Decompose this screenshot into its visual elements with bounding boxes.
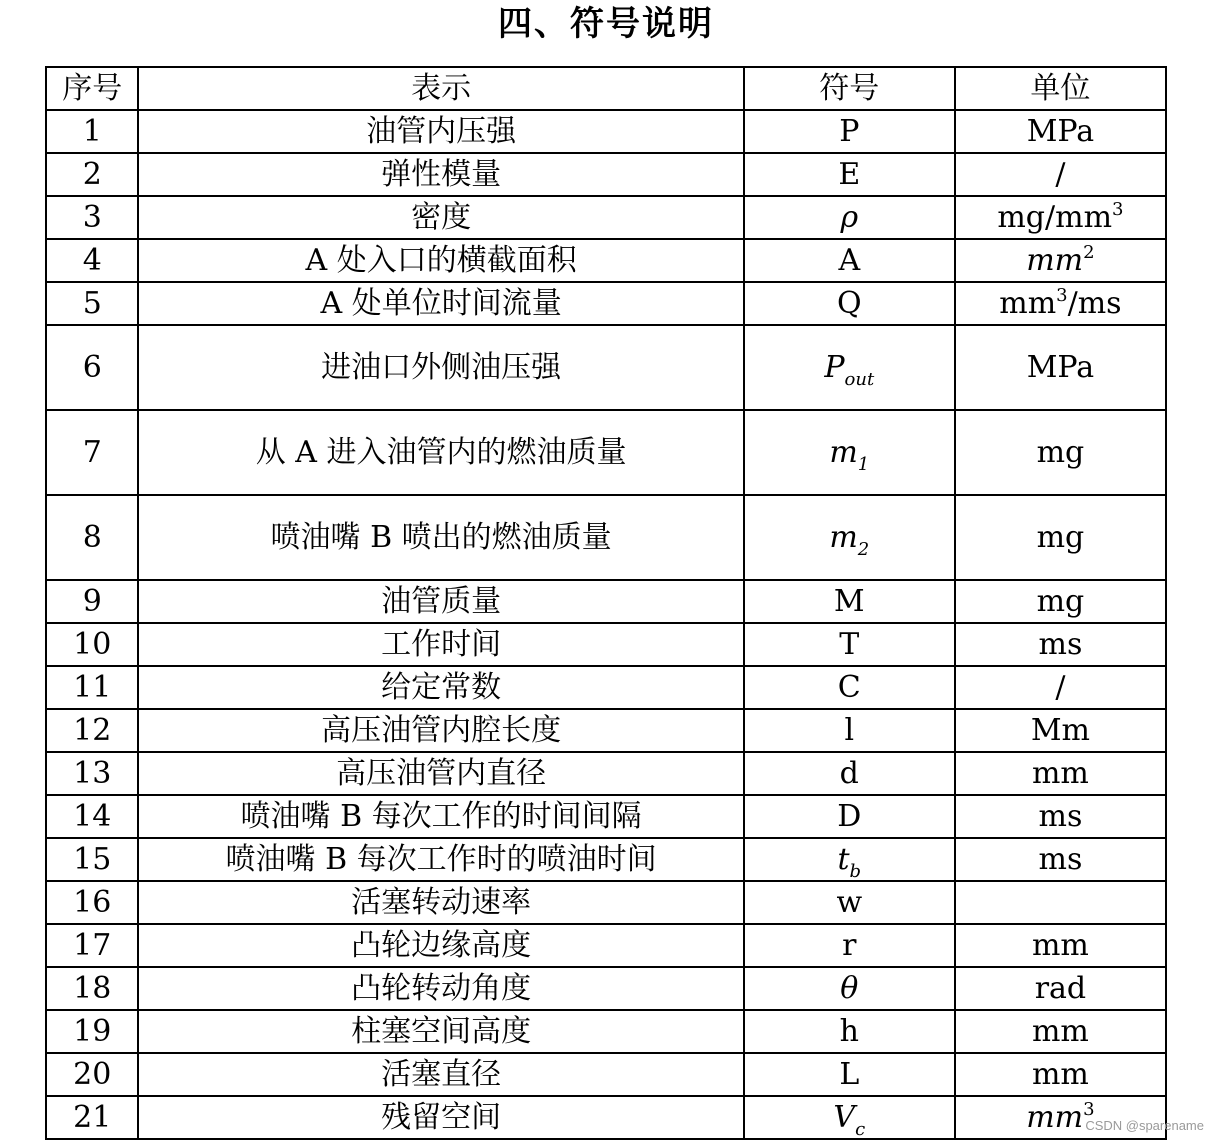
cell-meaning: 凸轮转动角度 [138, 967, 743, 1010]
cell-index: 19 [46, 1010, 138, 1053]
symbol-base: w [836, 884, 863, 920]
unit-base: mg [1036, 583, 1085, 619]
cell-symbol [744, 196, 955, 239]
symbol-base: d [839, 755, 859, 791]
cell-unit [955, 153, 1166, 196]
symbol-table [45, 66, 1167, 1140]
cell-symbol [744, 153, 955, 196]
table-row [46, 580, 1166, 623]
cell-unit [955, 795, 1166, 838]
header-unit: 单位 [955, 67, 1166, 110]
cell-meaning: 密度 [138, 196, 743, 239]
unit-suffix: /ms [1067, 285, 1122, 321]
unit-base: mm [1026, 242, 1084, 278]
symbol-base: m [829, 519, 858, 555]
cell-symbol [744, 924, 955, 967]
table-row [46, 795, 1166, 838]
symbol-subscript: b [849, 860, 862, 881]
table-row [46, 1096, 1166, 1139]
cell-symbol [744, 239, 955, 282]
cell-symbol [744, 967, 955, 1010]
table-row [46, 110, 1166, 153]
symbol-base: Q [836, 285, 862, 321]
cell-index: 11 [46, 666, 138, 709]
cell-index: 6 [46, 325, 138, 410]
cell-symbol [744, 1096, 955, 1139]
unit-base: mm [999, 285, 1057, 321]
cell-symbol [744, 881, 955, 924]
cell-symbol [744, 580, 955, 623]
table-row [46, 881, 1166, 924]
symbol-subscript: c [855, 1118, 866, 1139]
unit-base: / [1055, 669, 1066, 705]
symbol-base: P [824, 349, 845, 385]
symbol-base: C [837, 669, 861, 705]
cell-unit [955, 1053, 1166, 1096]
cell-index: 20 [46, 1053, 138, 1096]
symbol-base: l [844, 712, 855, 748]
unit-base: MPa [1026, 349, 1095, 385]
cell-meaning: 油管质量 [138, 580, 743, 623]
cell-index: 15 [46, 838, 138, 881]
cell-meaning: 高压油管内直径 [138, 752, 743, 795]
unit-base: mm [1031, 1013, 1089, 1049]
unit-base: / [1055, 156, 1066, 192]
cell-index: 5 [46, 282, 138, 325]
cell-index: 7 [46, 410, 138, 495]
unit-base: mg [1036, 434, 1085, 470]
cell-unit [955, 666, 1166, 709]
cell-unit [955, 623, 1166, 666]
cell-symbol [744, 110, 955, 153]
cell-meaning: 喷油嘴 B 每次工作时的喷油时间 [138, 838, 743, 881]
cell-symbol [744, 410, 955, 495]
unit-base: rad [1034, 970, 1087, 1006]
symbol-subscript: out [844, 368, 875, 390]
symbol-base: E [838, 156, 861, 192]
table-row [46, 196, 1166, 239]
cell-index: 1 [46, 110, 138, 153]
unit-base: mm [1031, 755, 1089, 791]
table-row [46, 153, 1166, 196]
cell-index: 13 [46, 752, 138, 795]
table-row [46, 752, 1166, 795]
cell-unit [955, 495, 1166, 580]
watermark: CSDN @sparename [1085, 1118, 1204, 1133]
symbol-subscript: 2 [857, 538, 870, 560]
table-row [46, 239, 1166, 282]
unit-superscript: 3 [1112, 198, 1124, 220]
cell-index: 12 [46, 709, 138, 752]
unit-base: ms [1038, 841, 1083, 877]
cell-symbol [744, 838, 955, 881]
symbol-base: m [829, 434, 858, 470]
unit-base: mg/mm [997, 199, 1113, 235]
cell-index: 10 [46, 623, 138, 666]
unit-base: Mm [1030, 712, 1090, 748]
cell-index: 4 [46, 239, 138, 282]
unit-base: mg [1036, 519, 1085, 555]
unit-base: mm [1031, 1056, 1089, 1092]
cell-index: 2 [46, 153, 138, 196]
symbol-base: V [833, 1099, 856, 1135]
table-row [46, 709, 1166, 752]
cell-symbol [744, 666, 955, 709]
table-row [46, 967, 1166, 1010]
unit-base: mm [1031, 927, 1089, 963]
symbol-base: L [839, 1056, 860, 1092]
cell-symbol [744, 709, 955, 752]
table-body [46, 110, 1166, 1139]
cell-meaning: 弹性模量 [138, 153, 743, 196]
cell-meaning: 从 A 进入油管内的燃油质量 [138, 410, 743, 495]
cell-symbol [744, 282, 955, 325]
header-meaning: 表示 [138, 67, 743, 110]
cell-unit [955, 282, 1166, 325]
symbol-base: A [838, 242, 861, 278]
table-row [46, 838, 1166, 881]
cell-meaning: 进油口外侧油压强 [138, 325, 743, 410]
cell-meaning: A 处单位时间流量 [138, 282, 743, 325]
cell-symbol [744, 325, 955, 410]
cell-index: 8 [46, 495, 138, 580]
cell-symbol [744, 495, 955, 580]
cell-unit [955, 580, 1166, 623]
cell-unit [955, 196, 1166, 239]
cell-index: 18 [46, 967, 138, 1010]
cell-meaning: 喷油嘴 B 每次工作的时间间隔 [138, 795, 743, 838]
table-row [46, 495, 1166, 580]
table-row [46, 924, 1166, 967]
table-row [46, 1053, 1166, 1096]
unit-base: ms [1038, 626, 1083, 662]
unit-superscript: 3 [1056, 284, 1068, 306]
cell-symbol [744, 752, 955, 795]
cell-symbol [744, 623, 955, 666]
page-title: 四、符号说明 [498, 4, 714, 44]
cell-unit [955, 838, 1166, 881]
table-row [46, 410, 1166, 495]
symbol-base: D [837, 798, 862, 834]
table-row [46, 325, 1166, 410]
cell-meaning: 活塞转动速率 [138, 881, 743, 924]
cell-symbol [744, 1010, 955, 1053]
unit-base: mm [1026, 1099, 1084, 1135]
symbol-base: M [833, 583, 865, 619]
table-row [46, 666, 1166, 709]
cell-meaning: 活塞直径 [138, 1053, 743, 1096]
cell-meaning: 工作时间 [138, 623, 743, 666]
cell-unit [955, 924, 1166, 967]
cell-meaning: 给定常数 [138, 666, 743, 709]
cell-index: 3 [46, 196, 138, 239]
cell-index: 14 [46, 795, 138, 838]
cell-unit [955, 709, 1166, 752]
cell-unit [955, 325, 1166, 410]
symbol-base: r [842, 927, 857, 963]
header-symbol: 符号 [744, 67, 955, 110]
cell-index: 9 [46, 580, 138, 623]
cell-meaning: 高压油管内腔长度 [138, 709, 743, 752]
cell-meaning: 柱塞空间高度 [138, 1010, 743, 1053]
unit-base: MPa [1026, 113, 1095, 149]
cell-unit [955, 410, 1166, 495]
symbol-base: h [839, 1013, 859, 1049]
unit-base: ms [1038, 798, 1083, 834]
cell-index: 16 [46, 881, 138, 924]
unit-superscript: 3 [1083, 1098, 1095, 1120]
cell-unit [955, 967, 1166, 1010]
cell-unit [955, 1010, 1166, 1053]
table-row [46, 1010, 1166, 1053]
table-row [46, 282, 1166, 325]
header-index: 序号 [46, 67, 138, 110]
cell-meaning: 油管内压强 [138, 110, 743, 153]
symbol-base: θ [840, 970, 859, 1006]
symbol-base: ρ [840, 199, 859, 235]
unit-superscript: 2 [1083, 241, 1095, 263]
symbol-subscript: 1 [857, 453, 870, 475]
table-header-row [46, 67, 1166, 110]
cell-meaning: 喷油嘴 B 喷出的燃油质量 [138, 495, 743, 580]
cell-unit [955, 239, 1166, 282]
cell-meaning: 凸轮边缘高度 [138, 924, 743, 967]
symbol-base: P [839, 113, 860, 149]
table-row [46, 623, 1166, 666]
cell-index: 21 [46, 1096, 138, 1139]
cell-symbol [744, 795, 955, 838]
symbol-base: t [837, 841, 850, 877]
cell-symbol [744, 1053, 955, 1096]
cell-unit [955, 110, 1166, 153]
cell-index: 17 [46, 924, 138, 967]
cell-meaning: A 处入口的横截面积 [138, 239, 743, 282]
symbol-base: T [839, 626, 860, 662]
cell-unit [955, 752, 1166, 795]
cell-meaning: 残留空间 [138, 1096, 743, 1139]
cell-unit [955, 881, 1166, 924]
